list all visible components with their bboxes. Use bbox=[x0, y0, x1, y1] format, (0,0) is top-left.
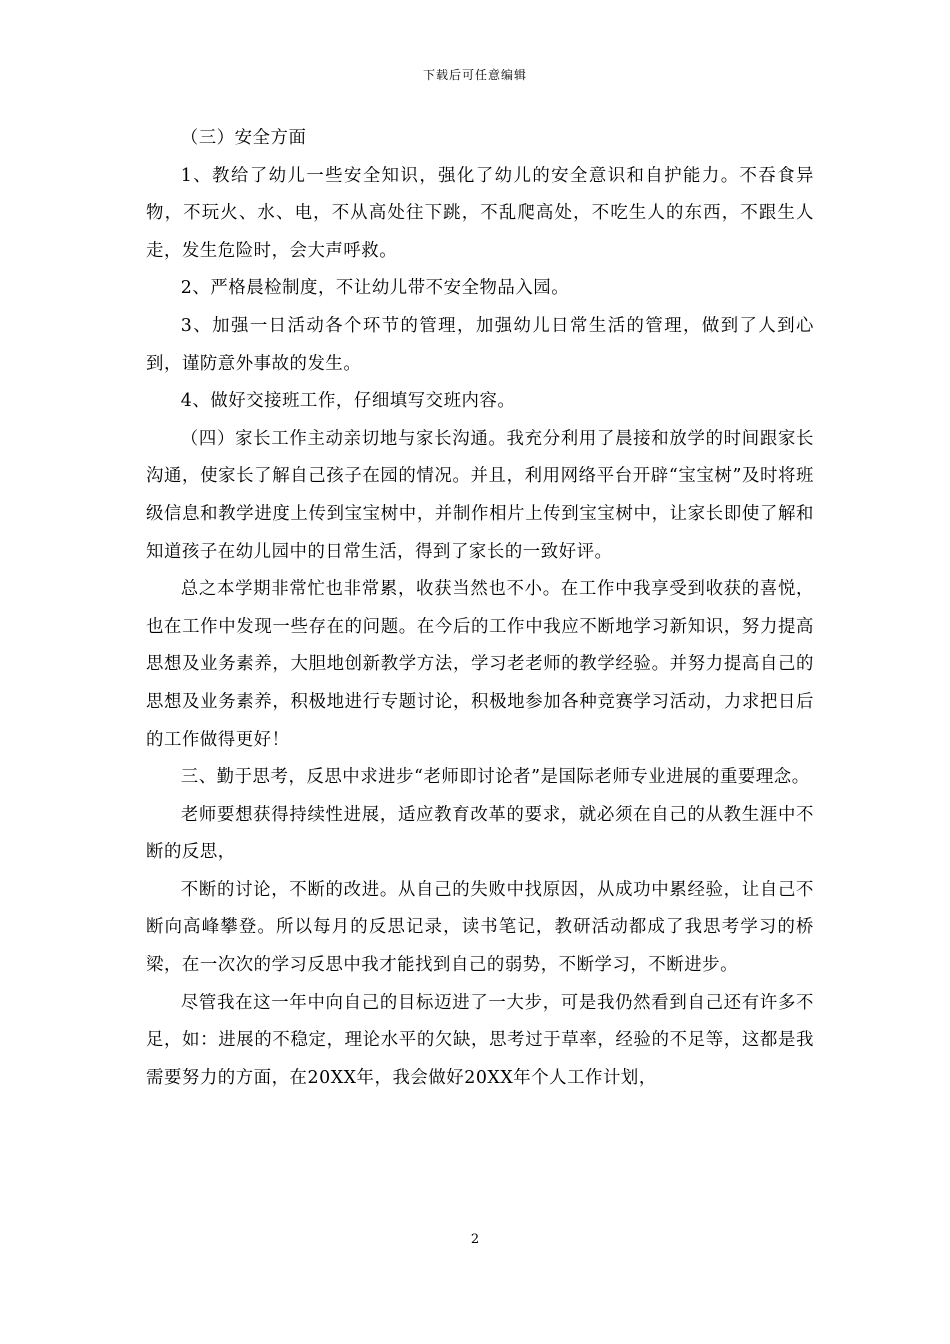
paragraph-summary: 总之本学期非常忙也非常累，收获当然也不小。在工作中我享受到收获的喜悦，也在工作中发现一些存在的问题。在今后的工作中我应不断地学习新知识，努力提高思想及业务素养，大胆地创新教学方法，学习老老师的教学经验。并努力提高自己的思想及业务素养，积极地进行专题讨论，积极地参加各种竞赛学习活动，力求把日后的工作做得更好！ bbox=[146, 579, 814, 750]
paragraph-teacher-growth: 老师要想获得持续性进展，适应教育改革的要求，就必须在自己的从教生涯中不断的反思， bbox=[146, 804, 814, 863]
page-header: 下载后可任意编辑 bbox=[422, 68, 527, 82]
paragraph-parent-work: （四）家长工作主动亲切地与家长沟通。我充分利用了晨接和放学的时间跟家长沟通，使家长了解自己孩子在园的情况。并且，利用网络平台开辟“宝宝树”及时将班级信息和教学进度上传到宝宝树中，并制作相片上传到宝宝树中，让家长即使了解和知道孩子在幼儿园中的日常生活，得到了家长的一致好评。 bbox=[146, 428, 814, 562]
document-body bbox=[146, 120, 814, 1097]
paragraph-shortcomings: 尽管我在这一年中向自己的目标迈进了一大步，可是我仍然看到自己还有许多不足，如：进展的不稳定，理论水平的欠缺，思考过于草率，经验的不足等，这都是我需要努力的方面，在20XX年，我会做好20XX年个人工作计划， bbox=[146, 992, 814, 1088]
paragraph-safety-3: 3、加强一日活动各个环节的管理，加强幼儿日常生活的管理，做到了人到心到，谨防意外事故的发生。 bbox=[146, 315, 814, 374]
page-number: 2 bbox=[470, 1232, 480, 1247]
paragraph-safety-4: 4、做好交接班工作，仔细填写交班内容。 bbox=[180, 391, 516, 412]
paragraph-reflection-heading: 三、勤于思考，反思中求进步“老师即讨论者”是国际老师专业进展的重要理念。 bbox=[180, 767, 810, 788]
paragraph-continuous-improvement: 不断的讨论，不断的改进。从自己的失败中找原因，从成功中累经验，让自己不断向高峰攀登。所以每月的反思记录，读书笔记，教研活动都成了我思考学习的桥梁，在一次次的学习反思中我才能找到自己的弱势，不断学习，不断进步。 bbox=[146, 879, 814, 976]
paragraph-safety-heading: （三）安全方面 bbox=[180, 128, 307, 148]
paragraph-safety-2: 2、严格晨检制度，不让幼儿带不安全物品入园。 bbox=[180, 278, 570, 299]
paragraph-safety-1: 1、教给了幼儿一些安全知识，强化了幼儿的安全意识和自护能力。不吞食异物，不玩火、水、电，不从高处往下跳，不乱爬高处，不吃生人的东西，不跟生人走，发生危险时，会大声呼救。 bbox=[146, 165, 814, 261]
